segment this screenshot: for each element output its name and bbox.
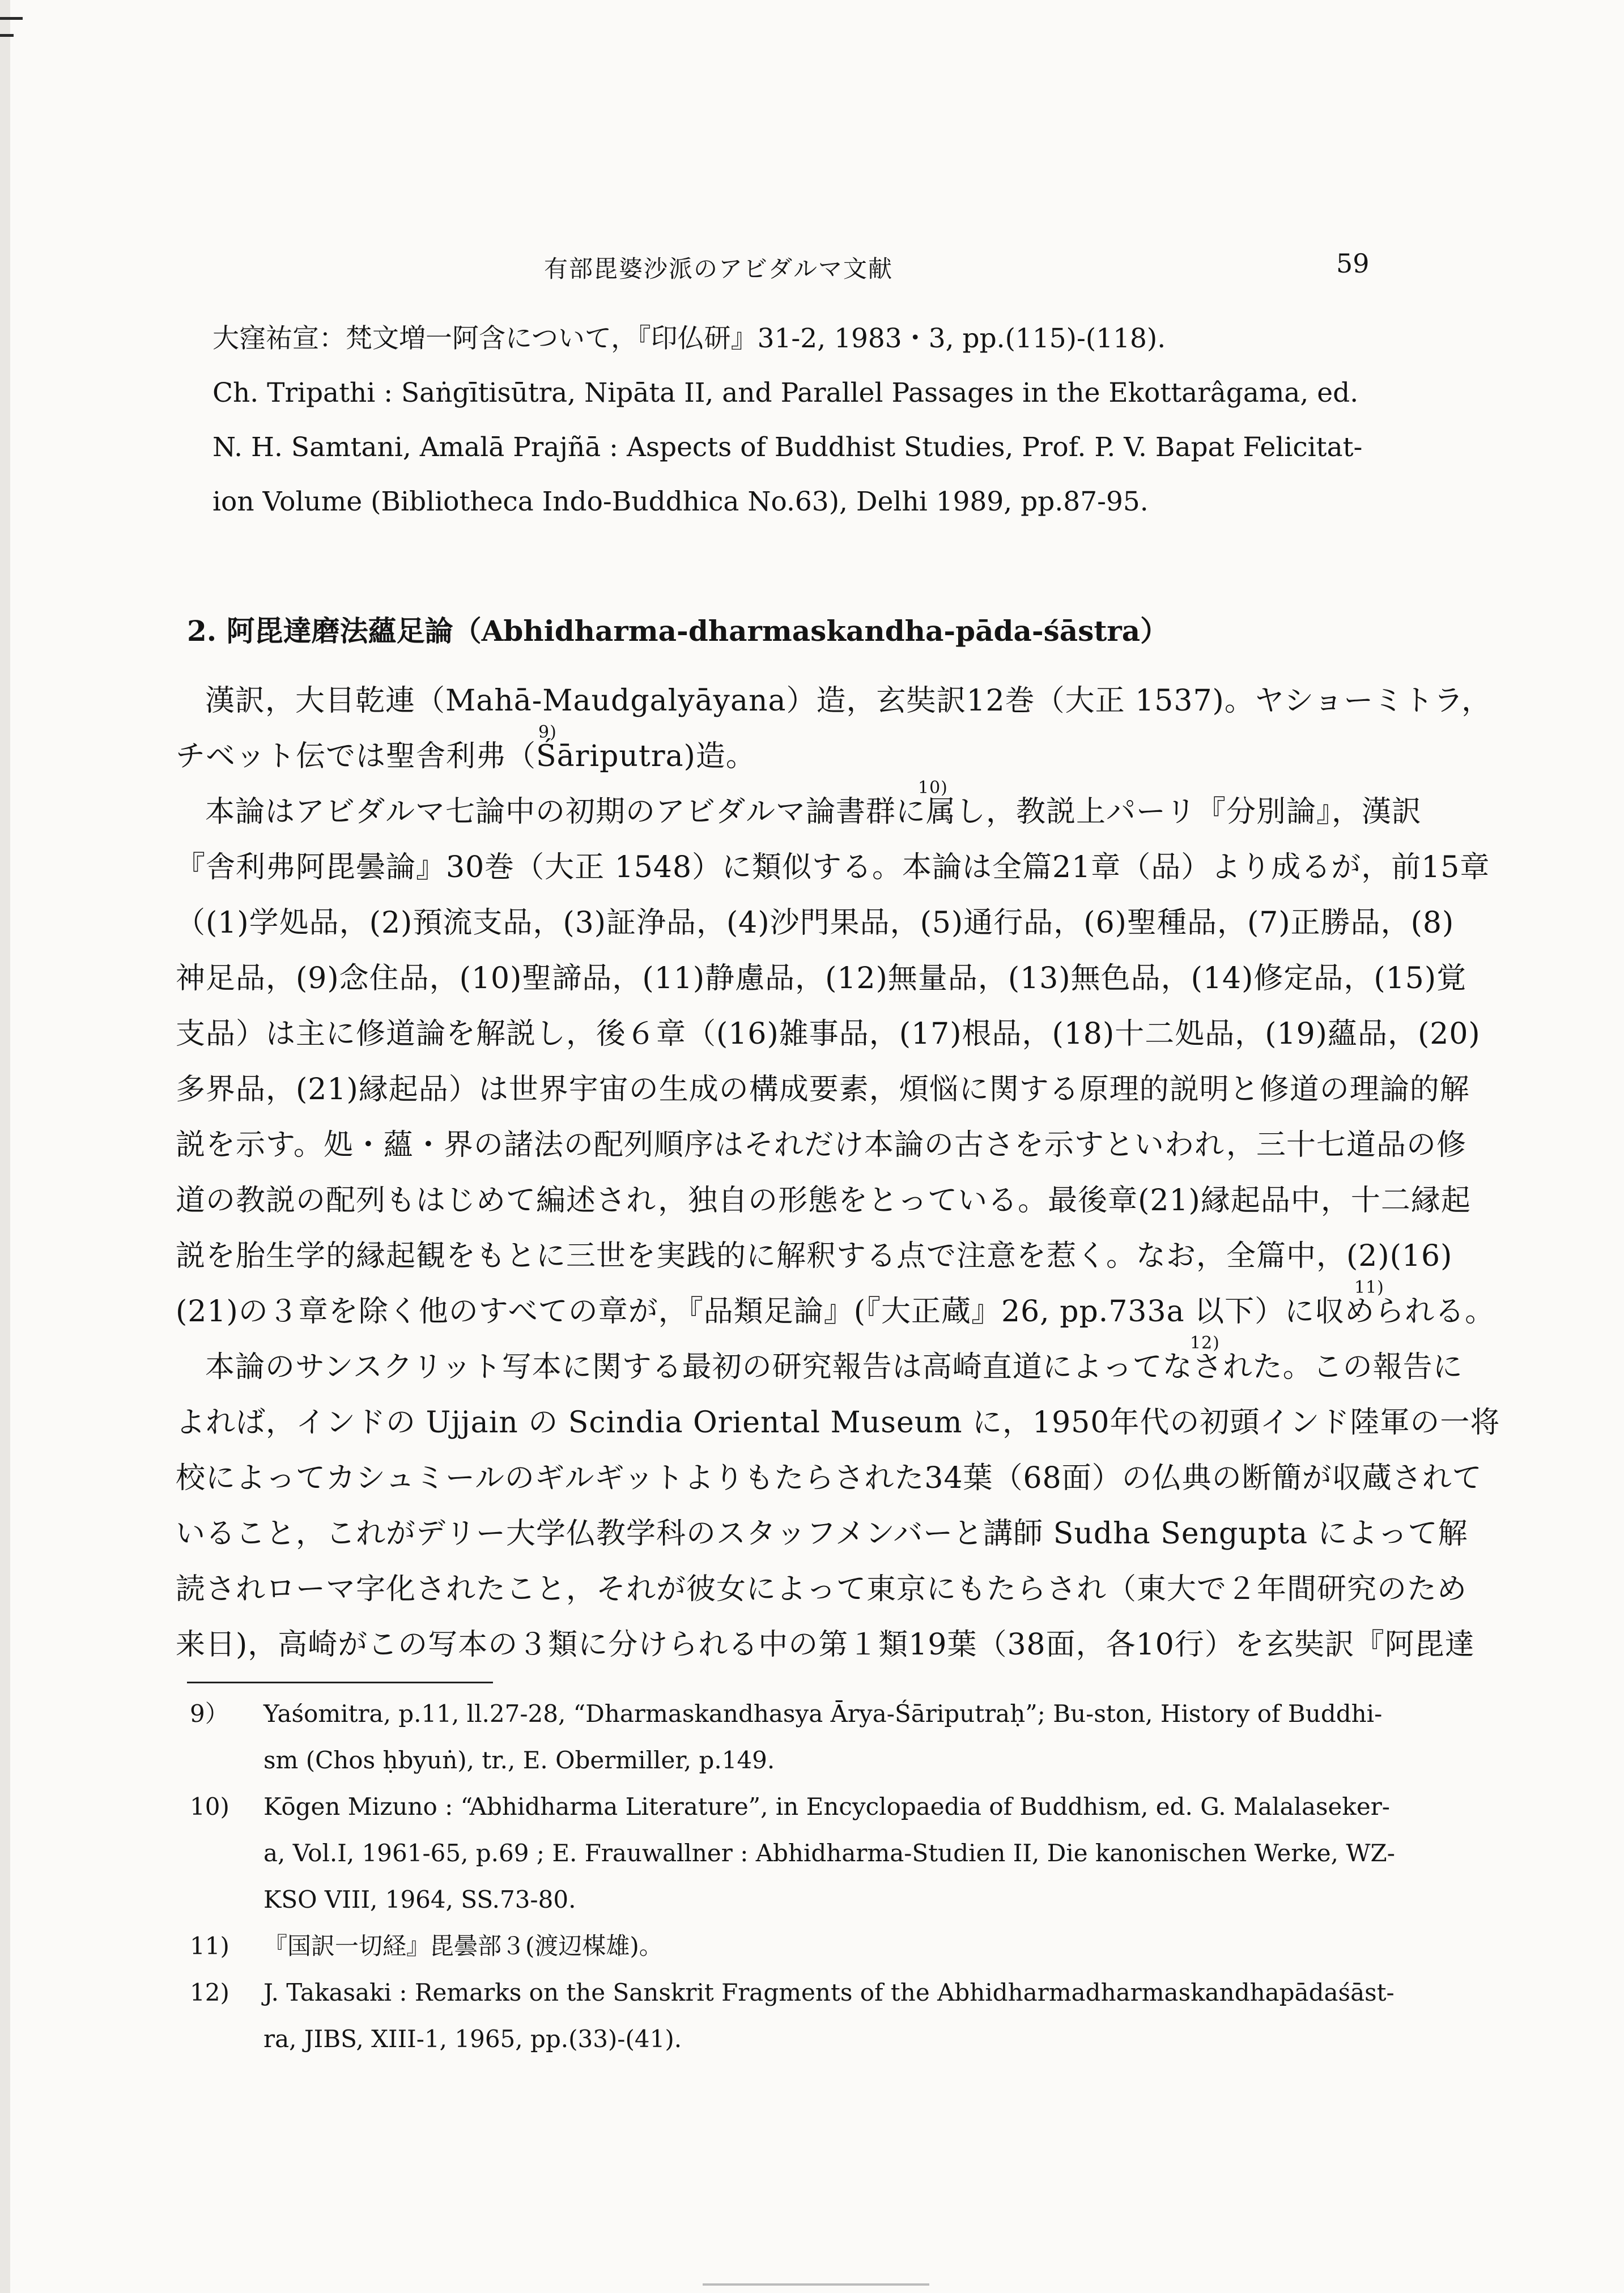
body-line: よれば，インドの Ujjain の Scindia Oriental Museum に，1950年代の初頭インド陸軍の一将 (176, 1406, 1500, 1440)
body-line-text: 本論のサンスクリット写本に関する最初の研究報告は高崎直道によってなされた。この報告に (205, 1350, 1463, 1384)
body-line (176, 1278, 1495, 1339)
body-line-text: 本論はアビダルマ七論中の初期のアビダルマ論書群に属し，教説上パーリ『分別論』，漢訳 (205, 795, 1422, 829)
body-line (176, 1333, 1463, 1395)
footnote-line (190, 1784, 1390, 1830)
body-line: いること，これがデリー大学仏教学科のスタッフメンバーと講師 Sudha Sengupta によって解 (176, 1517, 1468, 1551)
footnote-text: 『国訳一切経』毘曇部３(渡辺楳雄)。 (263, 1932, 663, 1960)
body-text (176, 673, 1500, 1673)
body-line-text: チベット伝では聖舎利弗（Śāriputra)造。 (176, 739, 756, 773)
body-line: 多界品，(21)縁起品）は世界宇宙の生成の構成要素，煩悩に関する原理的説明と修道の理論的解 (176, 1073, 1470, 1107)
reference-line: 大窪祐宣：梵文増一阿含について，『印仏研』31-2, 1983・3, pp.(115)-(118). (212, 323, 1166, 354)
footnote-text: J. Takasaki : Remarks on the Sanskrit Fragments of the Abhidharmadharmaskandhapādaśāst- (263, 1979, 1395, 2006)
body-line: 支品）は主に修道論を解説し，後６章（(16)雑事品，(17)根品，(18)十二処品，(19)蘊品，(20) (176, 1017, 1481, 1051)
footnotes (190, 1691, 1395, 2062)
body-line-text: (21)の３章を除く他のすべての章が，『品類足論』(『大正蔵』26, pp.733a 以下）に収められる。 (176, 1295, 1495, 1329)
footnote-text: Yaśomitra, p.11, ll.27-28, “Dharmaskandhasya Ārya-Śāriputraḥ”; Bu-ston, History of Buddhi- (263, 1700, 1383, 1728)
footnote-rule (187, 1682, 493, 1683)
footnote-line (190, 1691, 1383, 1737)
page-edge (0, 0, 10, 2293)
footnote-line: ra, JIBS, XIII-1, 1965, pp.(33)-(41). (263, 2025, 682, 2053)
reference-line: Ch. Tripathi : Saṅgītisūtra, Nipāta II, and Parallel Passages in the Ekottarâgama, ed. (212, 377, 1359, 409)
running-header (0, 245, 1624, 296)
reference-list (212, 312, 1380, 529)
footnote-number: 9） (190, 1700, 229, 1728)
note-ref: 11) (1354, 1278, 1384, 1297)
reference-line: N. H. Samtani, Amalā Prajñā : Aspects of Buddhist Studies, Prof. P. V. Bapat Felicitat- (212, 432, 1363, 463)
edge-mark (0, 17, 23, 20)
note-ref: 10) (918, 778, 948, 798)
running-title: 有部毘婆沙派のアビダルマ文献 (544, 255, 894, 283)
footnote-number: 11) (190, 1932, 229, 1960)
body-line: 説を示す。処・蘊・界の諸法の配列順序はそれだけ本論の古さを示すといわれ，三十七道品の修 (176, 1128, 1466, 1162)
body-line (176, 778, 1422, 840)
reference-line: ion Volume (Bibliotheca Indo-Buddhica No.63), Delhi 1989, pp.87-95. (212, 486, 1149, 517)
footnote-line: a, Vol.I, 1961-65, p.69 ; E. Frauwallner : Abhidharma-Studien II, Die kanonischen Werke, WZ- (263, 1839, 1395, 1867)
body-line: 漢訳，大目乾連（Mahā-Maudgalyāyana）造，玄奘訳12巻（大正 1537)。ヤショーミトラ， (205, 684, 1492, 718)
footnote-line: sm (Chos ḥbyuṅ), tr., E. Obermiller, p.149. (263, 1746, 775, 1774)
body-line: 読されローマ字化されたこと，それが彼女によって東京にもたらされ（東大で２年間研究のため (176, 1572, 1468, 1606)
body-line: 道の教説の配列もはじめて編述され，独自の形態をとっている。最後章(21)縁起品中，十二縁起 (176, 1184, 1471, 1218)
note-ref: 12) (1190, 1333, 1220, 1353)
body-line: （(1)学処品，(2)預流支品，(3)証浄品，(4)沙門果品，(5)通行品，(6)聖種品，(7)正勝品，(8) (176, 906, 1455, 940)
footnote-text: Kōgen Mizuno : “Abhidharma Literature”, in Encyclopaedia of Buddhism, ed. G. Malalaseker- (263, 1793, 1390, 1820)
body-line (176, 722, 1377, 784)
note-ref: 9) (538, 722, 557, 742)
footnote-number: 10) (190, 1793, 229, 1820)
footnote-number: 12) (190, 1979, 229, 2006)
body-line: 『舎利弗阿毘曇論』30巻（大正 1548）に類似する。本論は全篇21章（品）より成るが，前15章 (176, 850, 1490, 884)
footnote-line: KSO VIII, 1964, SS.73-80. (263, 1886, 576, 1913)
edge-mark (0, 34, 14, 37)
body-line: 来日)，高崎がこの写本の３類に分けられる中の第１類19葉（38面，各10行）を玄奘訳『阿毘達 (176, 1628, 1475, 1662)
scan-mark (703, 2283, 929, 2286)
section-heading: 2. 阿毘達磨法蘊足論（Abhidharma-dharmaskandha-pāda-śāstra） (187, 614, 1169, 648)
body-line: 校によってカシュミールのギルギットよりもたらされた34葉（68面）の仏典の断簡が収蔵されて (176, 1461, 1482, 1495)
footnote-line (190, 1969, 1395, 2016)
body-line: 説を胎生学的縁起観をもとに三世を実践的に解釈する点で注意を惹く。なお，全篇中，(2)(16) (176, 1239, 1453, 1273)
body-line: 神足品，(9)念住品，(10)聖諦品，(11)静慮品，(12)無量品，(13)無色品，(14)修定品，(15)覚 (176, 962, 1467, 996)
page-number: 59 (1336, 248, 1370, 279)
footnote-line (190, 1923, 1380, 1969)
